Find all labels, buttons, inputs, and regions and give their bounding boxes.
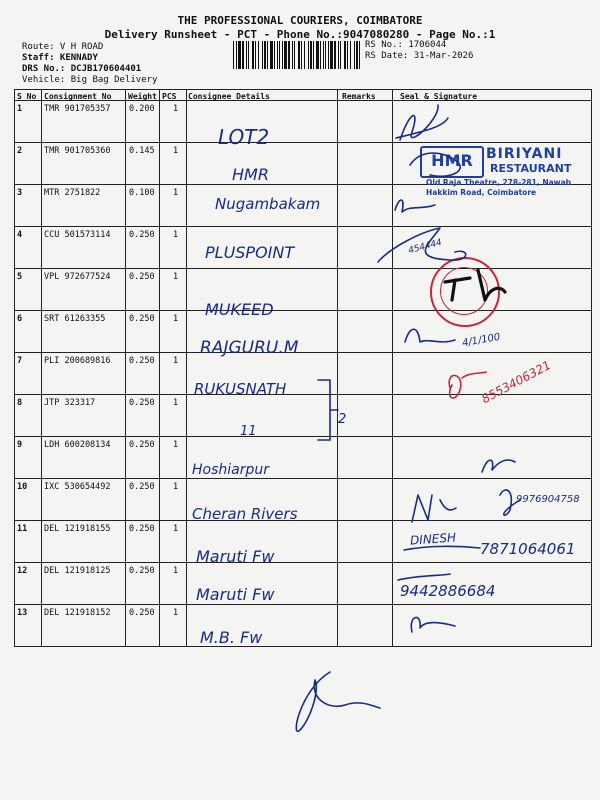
row-pcs: 1 [173, 272, 179, 282]
staff-label: Staff: KENNADY [22, 53, 98, 63]
restaurant-address: Old Raja Theatre, 278-281, Nawab Hakkim Road, Coimbatore [426, 178, 572, 197]
row-consignment-no: DEL 121918155 [44, 524, 111, 534]
row-sno: 11 [17, 524, 28, 534]
row-pcs: 1 [173, 230, 179, 240]
rs-number: RS No.: 1706044 [365, 40, 447, 50]
signature-row-12 [398, 574, 450, 580]
row-weight: 0.250 [129, 440, 155, 450]
signature-row-3 [395, 200, 435, 212]
row-pcs: 1 [173, 608, 179, 618]
row-weight: 0.250 [129, 482, 155, 492]
handwritten-consignee-7: RUKUSNATH [194, 380, 287, 398]
signature-row-2 [410, 153, 460, 176]
col-header-weight: Weight [128, 92, 157, 101]
row-pcs: 1 [173, 566, 179, 576]
row-weight: 0.250 [129, 272, 155, 282]
row-sno: 2 [17, 146, 23, 156]
row-consignment-no: CCU 501573114 [44, 230, 111, 240]
col-header-pcs: PCS [162, 92, 177, 101]
signature-row-5 [445, 270, 505, 300]
signature-row-1 [396, 105, 448, 140]
col-header-sno: S No [17, 92, 37, 101]
restaurant-logo: HMR [420, 146, 484, 178]
handwritten-consignee-8: 11 [240, 424, 257, 439]
row-consignment-no: MTR 2751822 [44, 188, 101, 198]
row-weight: 0.250 [129, 566, 155, 576]
signature-row-11 [404, 546, 480, 550]
handwritten-consignee-3: Nugambakam [215, 195, 321, 213]
handwritten-consignee-4: PLUSPOINT [205, 243, 295, 262]
signature-row-6 [405, 329, 455, 342]
row-weight: 0.145 [129, 146, 155, 156]
handwritten-consignee-2: HMR [232, 165, 269, 184]
row-consignment-no: TMR 901705357 [44, 104, 111, 114]
row-consignment-no: LDH 600208134 [44, 440, 111, 450]
row-pcs: 1 [173, 188, 179, 198]
row-sno: 12 [17, 566, 28, 576]
company-title: THE PROFESSIONAL COURIERS, COIMBATORE [177, 14, 423, 27]
handwritten-consignee-11: Maruti Fw [196, 547, 275, 566]
handwritten-note-2: 454444 [407, 237, 444, 257]
row-sno: 5 [17, 272, 23, 282]
row-weight: 0.250 [129, 608, 155, 618]
signature-row-10 [412, 490, 520, 522]
signature-row-9 [482, 460, 515, 472]
handwritten-phone-2: 9976904758 [516, 494, 580, 505]
handwritten-consignee-13: M.B. Fw [200, 628, 263, 647]
signature-row-4 [378, 228, 466, 262]
restaurant-name: BIRIYANI [486, 146, 563, 162]
row-sno: 6 [17, 314, 23, 324]
row-pcs: 1 [173, 524, 179, 534]
row-pcs: 1 [173, 398, 179, 408]
row-sno: 1 [17, 104, 23, 114]
handwritten-name-dinesh: DINESH [409, 530, 457, 548]
handwritten-brace-count: 2 [338, 412, 347, 427]
row-weight: 0.250 [129, 314, 155, 324]
row-sno: 8 [17, 398, 23, 408]
col-header-consignee: Consignee Details [188, 92, 270, 101]
row-consignment-no: IXC 530654492 [44, 482, 111, 492]
row-pcs: 1 [173, 440, 179, 450]
runsheet-subtitle: Delivery Runsheet - PCT - Phone No.:9047080280 - Page No.:1 [104, 28, 496, 41]
row-consignment-no: SRT 61263355 [44, 314, 106, 324]
row-sno: 9 [17, 440, 23, 450]
row-weight: 0.200 [129, 104, 155, 114]
row-pcs: 1 [173, 104, 179, 114]
handwritten-consignee-12: Maruti Fw [196, 585, 275, 604]
row-pcs: 1 [173, 356, 179, 366]
row-consignment-no: DEL 121918125 [44, 566, 111, 576]
handwritten-note-1: 4/1/100 [461, 331, 502, 350]
row-weight: 0.250 [129, 524, 155, 534]
col-header-consignment: Consignment No [44, 92, 112, 101]
row-weight: 0.250 [129, 230, 155, 240]
row-sno: 7 [17, 356, 23, 366]
handwritten-consignee-5: MUKEED [205, 300, 274, 319]
col-header-seal: Seal & Signature [400, 92, 478, 101]
restaurant-subname: RESTAURANT [490, 162, 572, 175]
route-label: Route: V H ROAD [22, 42, 104, 52]
row-consignment-no: VPL 972677524 [44, 272, 111, 282]
row-consignment-no: JTP 323317 [44, 398, 96, 408]
row-pcs: 1 [173, 482, 179, 492]
row-pcs: 1 [173, 146, 179, 156]
row-sno: 3 [17, 188, 23, 198]
col-header-remarks: Remarks [342, 92, 376, 101]
signature-row-13 [411, 617, 455, 632]
row-consignment-no: DEL 121918152 [44, 608, 111, 618]
row-weight: 0.250 [129, 398, 155, 408]
row-pcs: 1 [173, 314, 179, 324]
handwritten-phone-1: 8553406321 [479, 357, 554, 407]
handwritten-phone-3: 7871064061 [480, 540, 576, 558]
rs-date: RS Date: 31-Mar-2026 [365, 51, 474, 61]
vehicle-label: Vehicle: Big Bag Delivery [22, 75, 158, 85]
row-sno: 10 [17, 482, 28, 492]
row-sno: 4 [17, 230, 23, 240]
handwritten-consignee-1: LOT2 [218, 125, 270, 149]
signature-row-7 [449, 372, 486, 398]
row-weight: 0.250 [129, 356, 155, 366]
brace-rows-7-8 [318, 380, 338, 440]
handwritten-consignee-6: RAJGURU.M [200, 338, 299, 358]
row-sno: 13 [17, 608, 28, 618]
handwritten-consignee-10: Cheran Rivers [192, 505, 298, 523]
handwritten-phone-4: 9442886684 [400, 582, 496, 600]
signature-bottom [296, 672, 380, 731]
row-weight: 0.100 [129, 188, 155, 198]
drs-number: DRS No.: DCJB170604401 [22, 64, 142, 74]
row-consignment-no: TMR 901705360 [44, 146, 111, 156]
handwritten-consignee-9: Hoshiarpur [192, 462, 269, 478]
row-consignment-no: PLI 200689816 [44, 356, 111, 366]
